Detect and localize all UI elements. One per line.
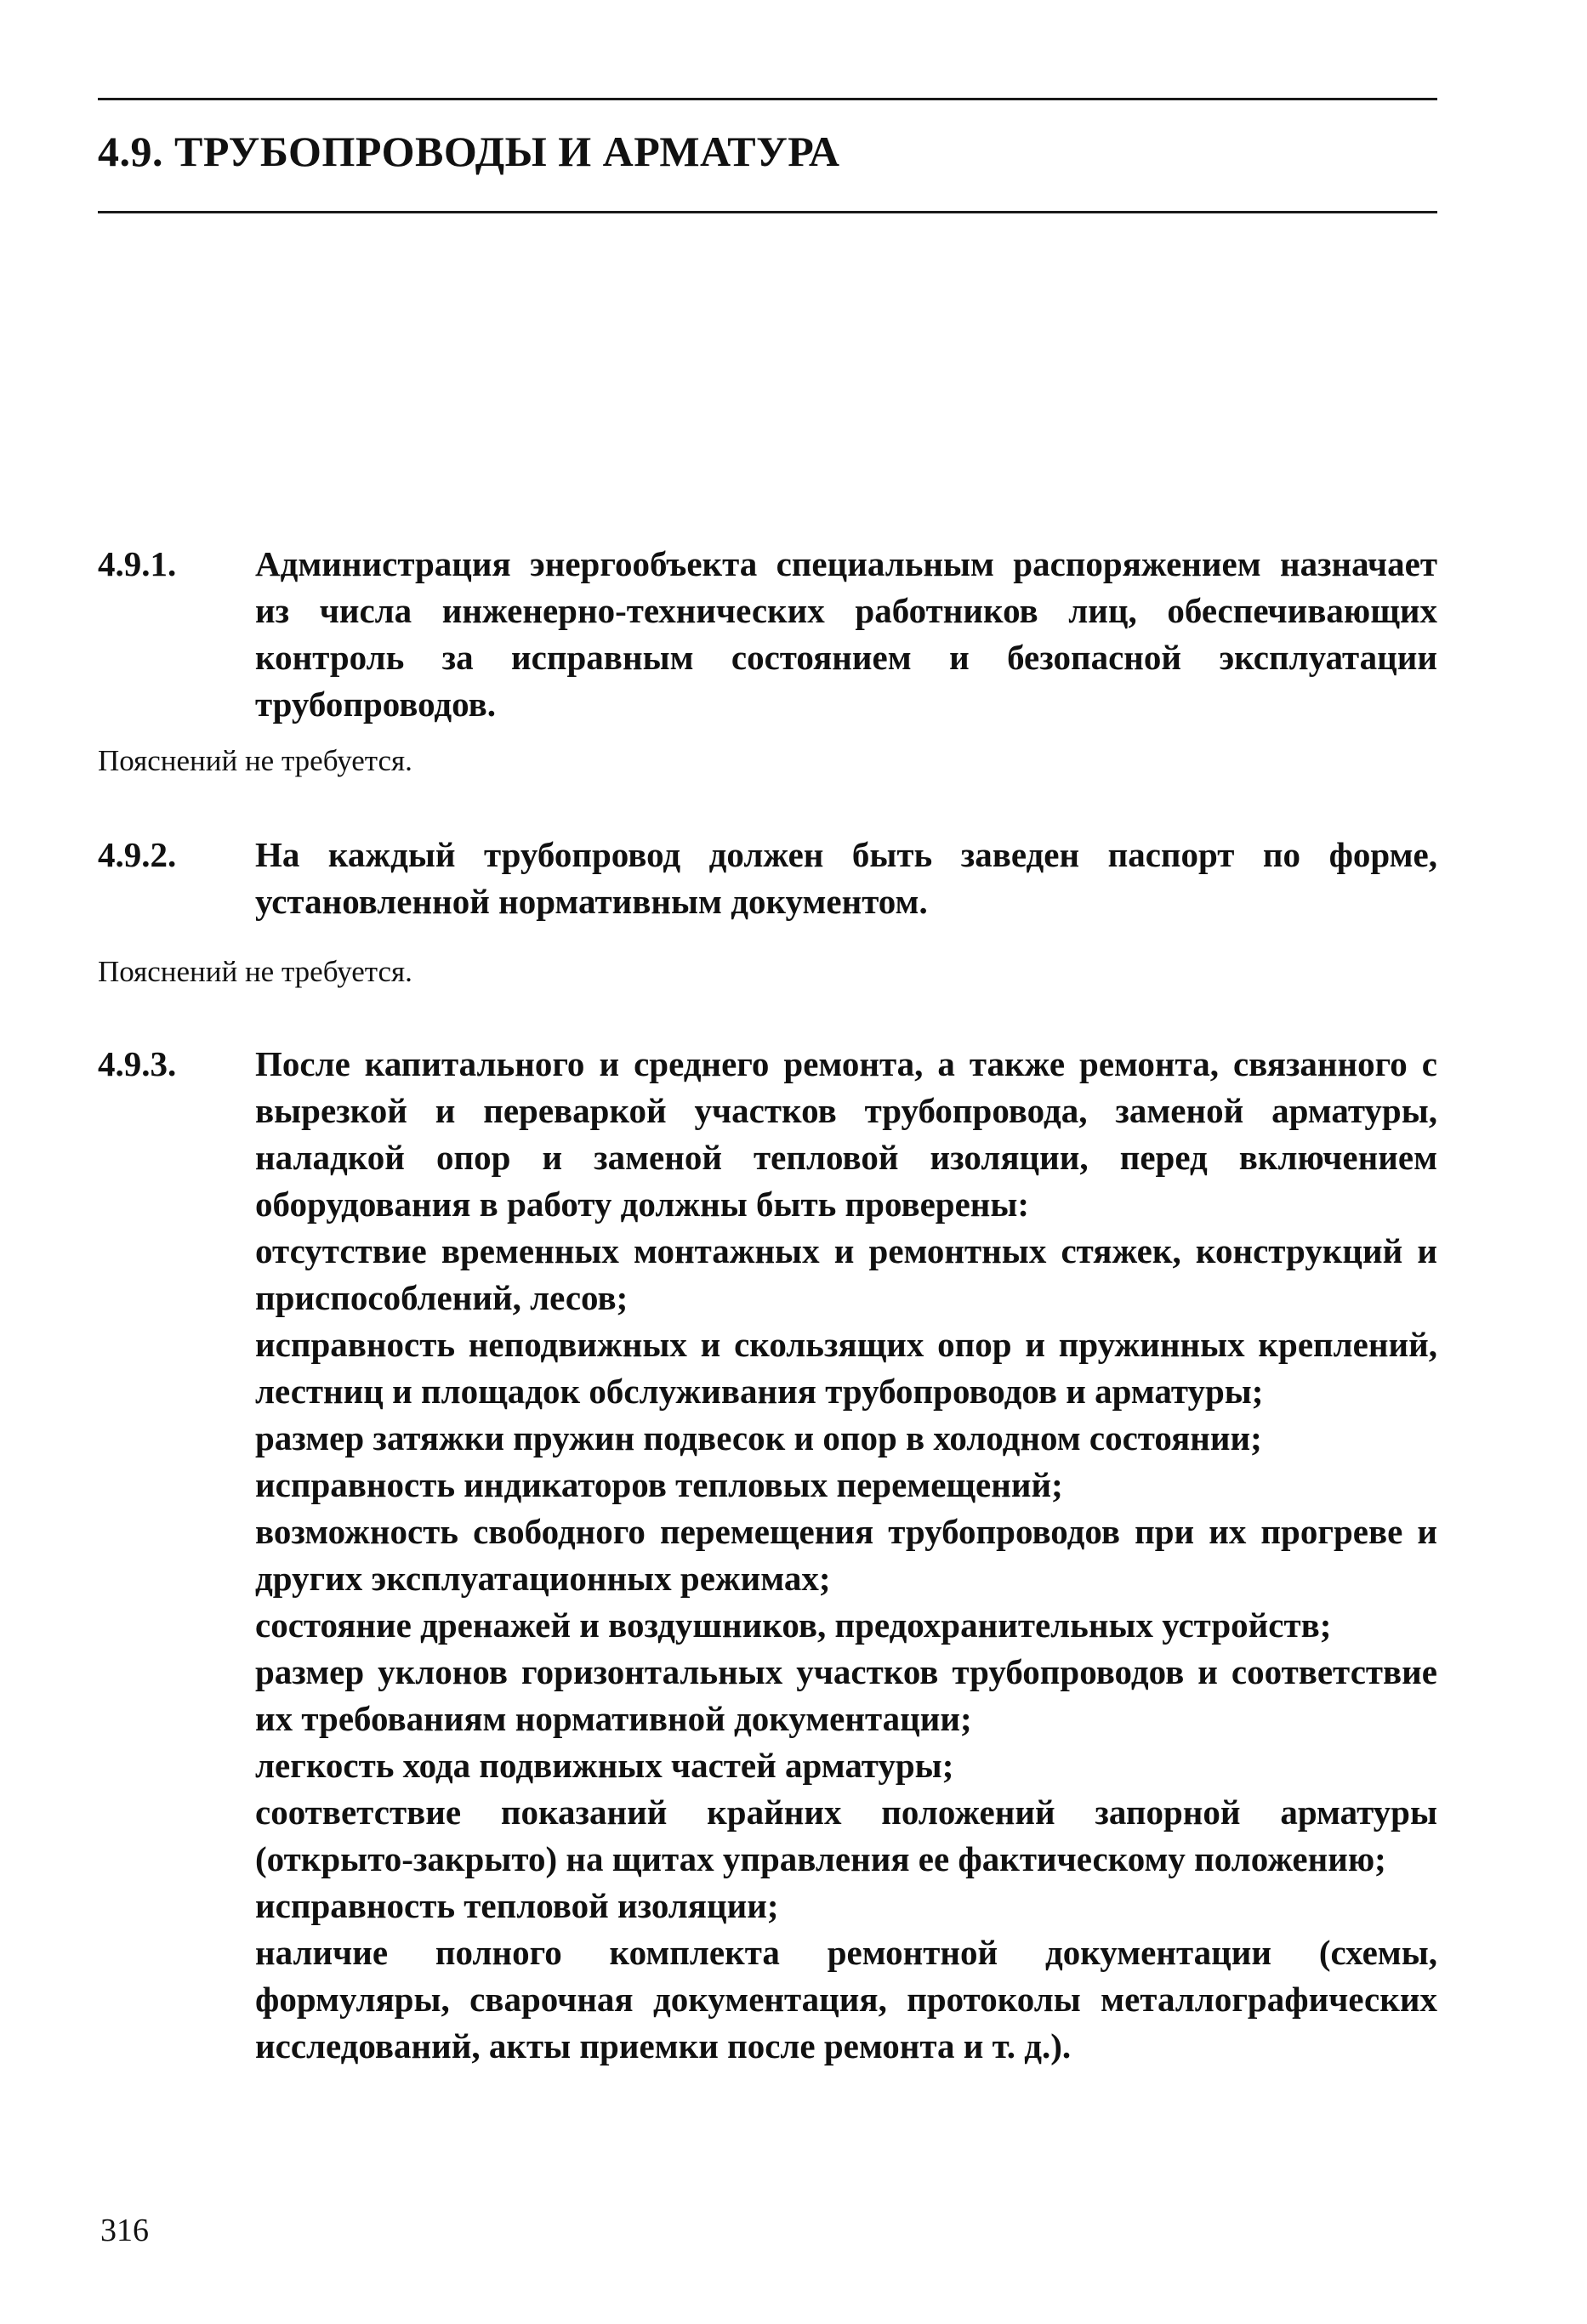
- checklist-item: исправность индикаторов тепловых перемещений;: [255, 1465, 1063, 1504]
- header-rule-bottom: [98, 211, 1437, 213]
- section-number: 4.9.1.: [98, 544, 177, 583]
- checklist-item: возможность свободного перемещения трубопроводов при их прогреве и других эксплуатационных режимах;: [255, 1512, 1437, 1598]
- section-text: [255, 1041, 1437, 2070]
- section-paragraph: После капитального и среднего ремонта, а также ремонта, связанного с вырезкой и переваркой участков трубопровода, заменой арматуры, наладкой опор и заменой тепловой изоляции, перед включением оборудования в работу должны быть проверены:: [255, 1044, 1437, 1224]
- section-paragraph: На каждый трубопровод должен быть заведен паспорт по форме, установленной нормативным документом.: [255, 835, 1437, 921]
- checklist-item: состояние дренажей и воздушников, предохранительных устройств;: [255, 1605, 1332, 1645]
- checklist-item: размер уклонов горизонтальных участков трубопроводов и соответствие их требованиям нормативной документации;: [255, 1652, 1437, 1738]
- checklist-item: исправность неподвижных и скользящих опор и пружинных креплений, лестниц и площадок обслуживания трубопроводов и арматуры;: [255, 1325, 1437, 1411]
- chapter-title: 4.9. ТРУБОПРОВОДЫ И АРМАТУРА: [98, 128, 840, 175]
- page-number: 316: [100, 2213, 149, 2248]
- section-paragraph: Администрация энергообъекта специальным распоряжением назначает из числа инженерно-технических работников лиц, обеспечивающих контроль за исправным состоянием и безопасной эксплуатации трубопроводов.: [255, 544, 1437, 724]
- section-number: 4.9.2.: [98, 835, 177, 874]
- section-note: Пояснений не требуется.: [98, 955, 412, 988]
- section-text: [255, 832, 1437, 925]
- section-note: Пояснений не требуется.: [98, 744, 412, 777]
- header-rule-top: [98, 98, 1437, 100]
- checklist-item: соответствие показаний крайних положений запорной арматуры (открыто-закрыто) на щитах управления ее фактическому положению;: [255, 1793, 1437, 1878]
- checklist-item: размер затяжки пружин подвесок и опор в холодном состоянии;: [255, 1418, 1262, 1457]
- checklist-item: исправность тепловой изоляции;: [255, 1886, 779, 1925]
- checklist-item: легкость хода подвижных частей арматуры;: [255, 1746, 954, 1785]
- section-number: 4.9.3.: [98, 1044, 177, 1083]
- checklist-item: отсутствие временных монтажных и ремонтных стяжек, конструкций и приспособлений, лесов;: [255, 1231, 1437, 1317]
- section-text: [255, 541, 1437, 728]
- checklist-item: наличие полного комплекта ремонтной документации (схемы, формуляры, сварочная документация, протоколы металлографических исследований, акты приемки после ремонта и т. д.).: [255, 1933, 1437, 2065]
